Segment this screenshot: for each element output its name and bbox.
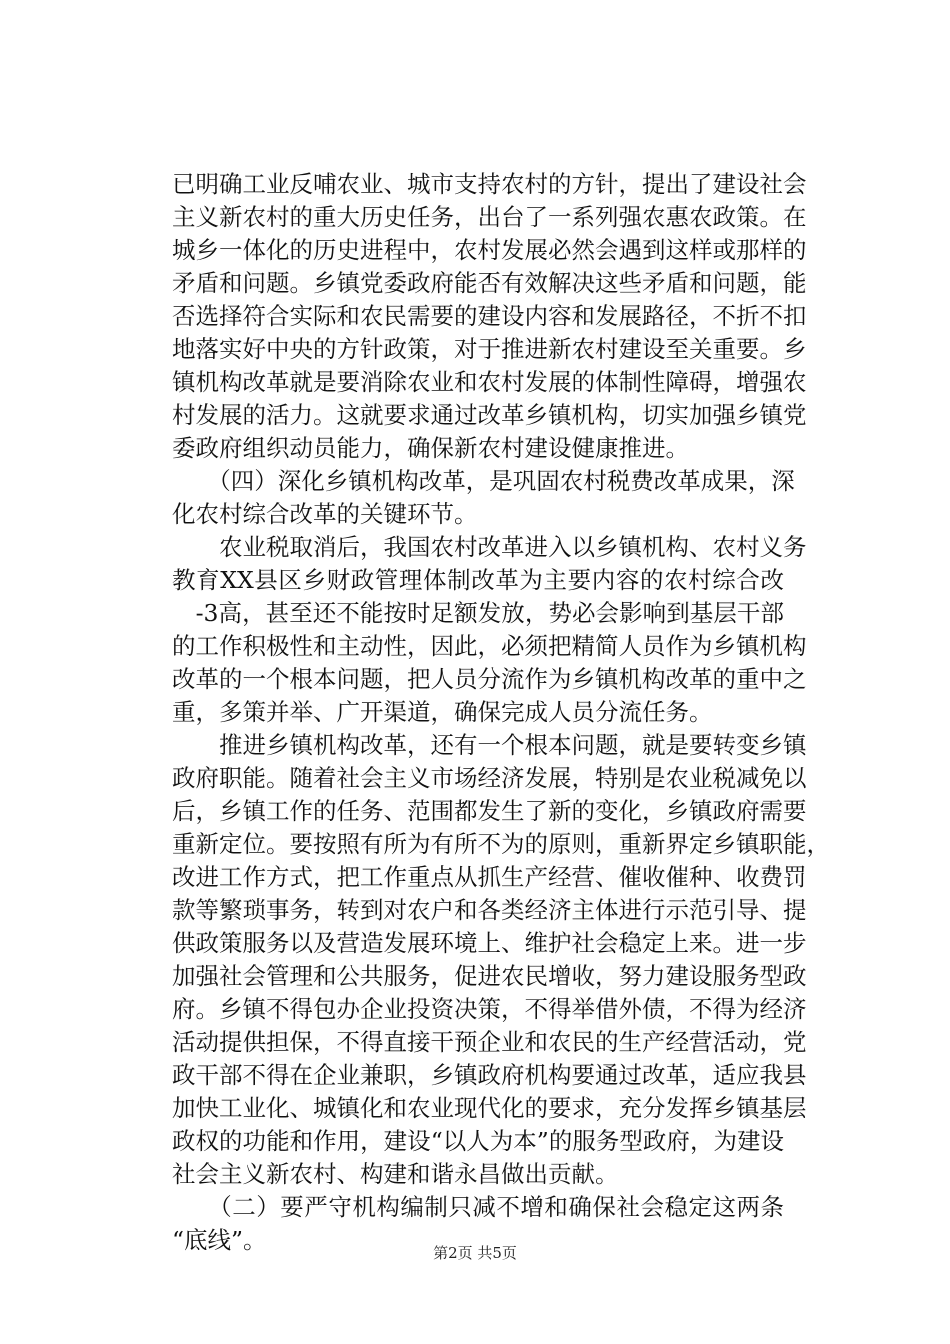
text-line: 委政府组织动员能力，确保新农村建设健康推进。 xyxy=(172,434,689,462)
text-line: （四）深化乡镇机构改革，是巩固农村税费改革成果，深 xyxy=(172,467,795,495)
text-line: 府。乡镇不得包办企业投资决策，不得举借外债，不得为经济 xyxy=(172,995,807,1023)
text-line: 已明确工业反哺农业、城市支持农村的方针，提出了建设社会 xyxy=(172,170,807,198)
text-line: 主义新农村的重大历史任务，出台了一系列强农惠农政策。在 xyxy=(172,203,807,231)
text-line: 城乡一体化的历史进程中，农村发展必然会遇到这样或那样的 xyxy=(172,236,807,264)
text-line: （二）要严守机构编制只减不增和确保社会稳定这两条 xyxy=(172,1193,784,1221)
text-line: 政权的功能和作用，建设“以人为本”的服务型政府，为建设 xyxy=(172,1127,784,1155)
text-line: 改进工作方式，把工作重点从抓生产经营、催收催种、收费罚 xyxy=(172,863,807,891)
text-line: 村发展的活力。这就要求通过改革乡镇机构，切实加强乡镇党 xyxy=(172,401,807,429)
text-line: 重新定位。要按照有所为有所不为的原则，重新界定乡镇职能， xyxy=(172,830,830,858)
document-body xyxy=(172,168,830,1257)
text-line: 重，多策并举、广开渠道，确保完成人员分流任务。 xyxy=(172,698,713,726)
text-line: 社会主义新农村、构建和谐永昌做出贡献。 xyxy=(172,1160,619,1188)
text-line: 的工作积极性和主动性，因此，必须把精简人员作为乡镇机构 xyxy=(172,632,807,660)
text-line: 活动提供担保，不得直接干预企业和农民的生产经营活动，党 xyxy=(172,1028,807,1056)
text-line: 否选择符合实际和农民需要的建设内容和发展路径，不折不扣 xyxy=(172,302,807,330)
text-line: 后，乡镇工作的任务、范围都发生了新的变化，乡镇政府需要 xyxy=(172,797,807,825)
text-line: “底线”。 xyxy=(172,1226,267,1254)
page-footer: 第2页 共5页 xyxy=(433,1244,517,1262)
text-line: 款等繁琐事务，转到对农户和各类经济主体进行示范引导、提 xyxy=(172,896,807,924)
text-line: 加强社会管理和公共服务，促进农民增收，努力建设服务型政 xyxy=(172,962,807,990)
text-line: 改革的一个根本问题，把人员分流作为乡镇机构改革的重中之 xyxy=(172,665,807,693)
text-line: 镇机构改革就是要消除农业和农村发展的体制性障碍，增强农 xyxy=(172,368,807,396)
text-line: -3高，甚至还不能按时足额发放，势必会影响到基层干部 xyxy=(172,599,784,627)
text-line: 农业税取消后，我国农村改革进入以乡镇机构、农村义务 xyxy=(172,533,807,561)
text-line: 政干部不得在企业兼职，乡镇政府机构要通过改革，适应我县 xyxy=(172,1061,807,1089)
text-line: 加快工业化、城镇化和农业现代化的要求，充分发挥乡镇基层 xyxy=(172,1094,807,1122)
text-line: 矛盾和问题。乡镇党委政府能否有效解决这些矛盾和问题，能 xyxy=(172,269,807,297)
text-line: 教育XX县区乡财政管理体制改革为主要内容的农村综合改 xyxy=(172,566,784,594)
text-line: 推进乡镇机构改革，还有一个根本问题，就是要转变乡镇 xyxy=(172,731,807,759)
text-line: 化农村综合改革的关键环节。 xyxy=(172,500,478,528)
text-line: 政府职能。随着社会主义市场经济发展，特别是农业税减免以 xyxy=(172,764,807,792)
text-line: 地落实好中央的方针政策，对于推进新农村建设至关重要。乡 xyxy=(172,335,807,363)
text-line: 供政策服务以及营造发展环境上、维护社会稳定上来。进一步 xyxy=(172,929,807,957)
